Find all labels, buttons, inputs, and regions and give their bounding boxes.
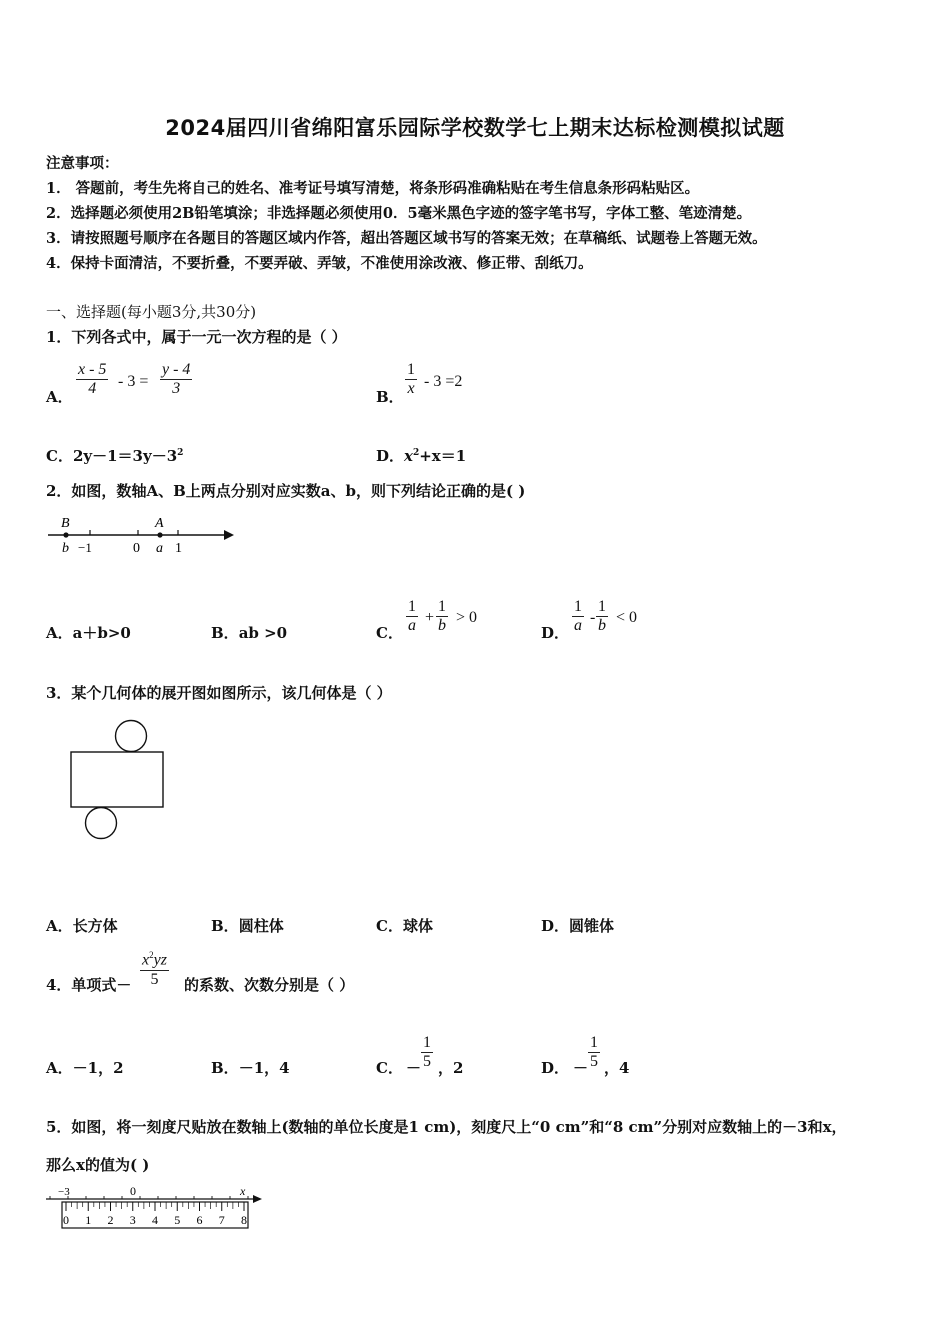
question-2-stem: 2．如图，数轴A、B上两点分别对应实数a、b，则下列结论正确的是( ) [46,482,526,500]
option-expression: +x＝1 [419,447,467,465]
option-text: 圆锥体 [569,917,615,935]
q2-number-line-figure [44,512,244,560]
numerator: y - 4 [160,361,192,380]
numerator: 1 [596,598,608,617]
option-text: 圆柱体 [238,917,284,935]
q2-option-c-fraction-2 [436,598,448,636]
label-zero: 0 [133,541,140,556]
denominator: a [574,617,582,635]
base: x [142,951,150,969]
question-4-prefix: 4．单项式－ [46,976,132,994]
q4-option-a [46,1057,124,1078]
notice-item-2: 2．选择题必须使用2B铅笔填涂；非选择题必须使用0．5毫米黑色字迹的签字笔书写，字体工整、笔迹清楚。 [46,205,752,222]
label-zero: 0 [130,1184,136,1198]
ruler-label: 7 [218,1213,225,1227]
denominator: 5 [590,1053,598,1071]
denominator: 3 [172,380,181,398]
bottom-circle [86,808,117,839]
denominator: 5 [150,970,159,988]
option-label: D． [376,447,405,465]
q1-option-b-fraction [405,361,417,399]
option-text: －1，2 [72,1059,124,1077]
label-minus-one: −1 [78,540,92,555]
q2-option-c-operator: + [425,609,435,626]
denominator: a [408,617,416,635]
q1-option-d [376,445,466,466]
top-circle [116,721,147,752]
denominator: 4 [88,380,97,398]
question-5-stem-line-1: 5．如图，将一刻度尺贴放在数轴上(数轴的单位长度是1 cm)，刻度尺上“0 cm”和“8 cm”分别对应数轴上的－3和x， [46,1118,847,1136]
q2-option-d-fraction-2 [596,598,608,636]
question-5-stem-line-2: 那么x的值为( ) [46,1156,150,1174]
ruler-labels [63,1213,247,1227]
label-a-lower: a [156,541,163,556]
q2-option-b [211,622,287,643]
q1-option-a-label: A． [46,388,73,406]
q3-option-b [211,915,284,936]
option-label: D． [541,917,570,935]
q2-option-c-fraction-1 [406,598,418,636]
axis-arrow [253,1195,262,1203]
numerator: 1 [572,598,584,617]
label-b-upper: B [61,516,70,531]
q3-option-c [376,915,433,936]
denominator: 5 [423,1053,431,1071]
denominator: b [438,617,446,635]
q2-option-d-fraction-1 [572,598,584,636]
q4-option-c-rest: ，2 [438,1059,464,1077]
q4-monomial-fraction [140,950,169,989]
q1-option-a-fraction-1 [76,361,108,399]
q3-option-d [541,915,614,936]
q1-option-b-rest: - 3 =2 [424,373,463,390]
point-a [157,532,162,537]
option-label: C． [376,917,403,935]
rectangle [71,752,163,807]
option-label: B． [211,1059,239,1077]
label-minus-three: −3 [58,1186,70,1198]
numerator: 1 [405,361,417,380]
q4-option-c-label: C． [376,1059,403,1077]
ruler-label: 4 [152,1213,158,1227]
q4-option-b [211,1057,290,1078]
notice-item-4: 4．保持卡面清洁，不要折叠，不要弄破、弄皱，不准使用涂改液、修正带、刮纸刀。 [46,255,593,272]
label-a-upper: A [155,516,164,531]
denominator: b [598,617,606,635]
q2-option-d-label: D． [541,624,570,642]
question-4-suffix: 的系数、次数分别是（ ） [184,976,355,994]
q4-option-c-fraction [421,1034,433,1072]
page-title: 2024届四川省绵阳富乐园际学校数学七上期末达标检测模拟试题 [165,116,785,140]
q1-option-a-fraction-2 [160,361,192,399]
question-3-stem: 3．某个几何体的展开图如图所示，该几何体是（ ） [46,684,392,702]
ruler-label: 1 [85,1213,92,1227]
ruler-label: 5 [174,1213,181,1227]
label-b-lower: b [62,541,69,556]
notice-item-1: 1． 答题前，考生先将自己的姓名、准考证号填写清楚，将条形码准确粘贴在考生信息条形码粘贴区。 [46,180,700,197]
point-b [63,532,68,537]
q4-option-c-sign: － [406,1059,422,1077]
numerator: 1 [406,598,418,617]
label-one: 1 [175,541,182,556]
denominator: x [407,380,415,398]
q2-option-a [46,622,131,643]
option-text: ab >0 [238,624,288,642]
option-label: B． [211,917,239,935]
q1-option-a-middle: - 3 = [118,373,149,390]
q3-net-figure [66,718,170,842]
q1-option-b-label: B． [376,388,404,406]
ruler-label: 2 [107,1213,114,1227]
option-text: 长方体 [72,917,118,935]
q2-option-c-rest: > 0 [456,609,478,626]
q1-option-c [46,445,183,466]
option-label: A． [46,917,73,935]
exponent: 2 [177,448,184,458]
numerator [140,950,169,971]
ruler-ticks [66,1202,244,1211]
numerator: 1 [588,1034,600,1053]
option-label: A． [46,1059,73,1077]
q4-option-d-fraction [588,1034,600,1072]
q4-option-d-sign: － [573,1059,589,1077]
q2-option-c-label: C． [376,624,403,642]
q3-option-a [46,915,118,936]
label-x: x [240,1184,246,1198]
option-text: 球体 [402,917,433,935]
ruler-label: 8 [241,1213,247,1227]
axis-arrow [224,530,234,540]
ruler-label: 6 [196,1213,203,1227]
notice-heading: 注意事项： [46,155,119,172]
option-expression: 2y－1＝3y－3 [72,447,178,465]
q2-option-d-rest: < 0 [616,609,638,626]
q4-option-d-rest: ，4 [604,1059,630,1077]
notice-item-3: 3．请按照题号顺序在各题目的答题区域内作答，超出答题区域书写的答案无效；在草稿纸、试题卷上答题无效。 [46,230,767,247]
exponent: 2 [149,950,154,960]
exponent: 2 [412,448,420,458]
rest: yz [153,951,167,969]
option-label: B． [211,624,239,642]
question-1-stem: 1．下列各式中，属于一元一次方程的是（ ） [46,328,347,346]
q5-ruler-figure [42,1182,270,1232]
ruler-label: 0 [63,1213,69,1227]
ruler-label: 3 [129,1213,136,1227]
numerator: 1 [436,598,448,617]
option-text: －1，4 [238,1059,290,1077]
option-text: a＋b>0 [72,624,131,642]
q4-option-d-label: D． [541,1059,570,1077]
variable: x [404,447,413,465]
option-label: A． [46,624,73,642]
option-label: C． [46,447,73,465]
section-heading: 一、选择题(每小题3分,共30分) [46,303,257,321]
numerator: x - 5 [76,361,108,380]
numerator: 1 [421,1034,433,1053]
q2-option-d-operator: - [590,609,596,626]
